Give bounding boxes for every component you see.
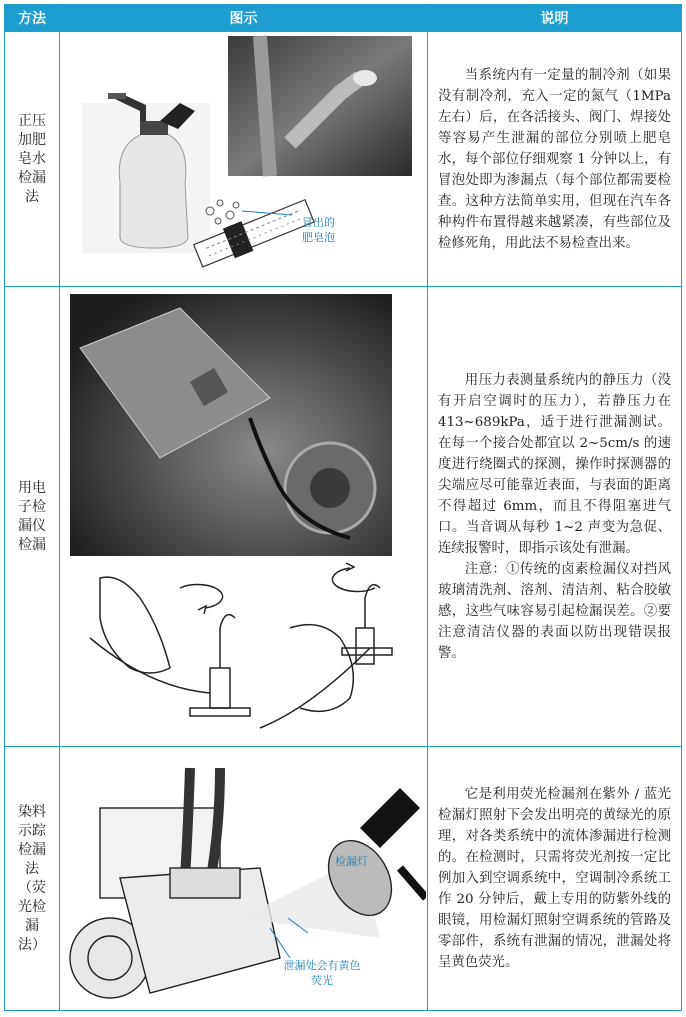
- bubbles-drawing: [192, 196, 315, 271]
- fluorescent-detection-figure: [60, 748, 426, 1010]
- header-figure: 图示: [60, 5, 428, 32]
- leak-detection-table: [4, 4, 682, 1011]
- description-text: 用压力表测量系统内的静压力（没有开启空调时的压力），若静压力在 413~689kPa，适于进行泄漏测试。在每一个接合处都宜以 2~5cm/s 的速度进行绕圈式的探测，操作时探测器的尖端应尽可能靠近表面，与表面的距离不得超过 6mm，而且不得阻塞进气口。当音调从每秒 1~2 声变为急促、连续报警时，即指示该处有泄漏。: [438, 372, 671, 556]
- method-label: 染料示踪检漏法（荧光检漏法）: [18, 803, 46, 953]
- description-text: 当系统内有一定量的制冷剂（如果没有制冷剂，充入一定的氮气（1MPa 左右）后，在各活接头、阀门、焊接处等容易产生泄漏的部位分别喷上肥皂水，每个部位仔细观察 1 分钟以上，有冒泡处即为渗漏点（每个部位都需要检查。这种方法简单实用，但现在汽车各种构件布置得越来越紧凑，有些部位及检修死角，用此法不易检查出来。: [438, 67, 671, 251]
- figure-cell: [60, 747, 428, 1011]
- header-description: 说明: [428, 5, 682, 32]
- table-header: [5, 5, 682, 32]
- description-cell: [428, 32, 682, 287]
- pipe-photo-image: [228, 36, 412, 176]
- figure-cell: [60, 32, 428, 287]
- method-cell: [5, 32, 60, 287]
- description-note: 注意：①传统的卤素检漏仪对挡风玻璃清洗剂、溶剂、清洁剂、粘合胶敏感，这些气味容易引起检漏误差。②要注意清洁仪器的表面以防出现错误报警。: [438, 561, 671, 661]
- compressor-drawing: [70, 768, 280, 998]
- spray-bottle-image: [82, 93, 210, 253]
- method-cell: [5, 747, 60, 1011]
- uv-lamp-drawing: [240, 788, 426, 938]
- hand-probe-drawing: [90, 563, 392, 728]
- engine-photo-image: [70, 294, 392, 556]
- electronic-detector-figure: [60, 288, 426, 746]
- description-cell: [428, 747, 682, 1011]
- table-row: [5, 32, 682, 287]
- description-text: 它是利用荧光检漏剂在紫外 / 蓝光检漏灯照射下会发出明亮的黄绿光的原理，对各类系统中的流体渗漏进行检测的。在检测时，只需将荧光剂按一定比例加入到空调系统中，空调制冷系统工作 20 分钟后，戴上专用的防紫外线的眼镜，用检漏灯照射空调系统的管路及零部件，系统有泄漏的情况，泄漏处将呈黄色荧光。: [438, 787, 671, 970]
- table-row: [5, 287, 682, 747]
- header-method: 方法: [5, 5, 60, 32]
- description-cell: [428, 287, 682, 747]
- leak-fluorescence-label: 泄漏处会有黄色荧光: [283, 958, 361, 987]
- table-row: [5, 747, 682, 1011]
- method-label: 用电子检漏仪检漏: [18, 479, 46, 553]
- method-label: 正压加肥皂水检漏法: [18, 112, 46, 205]
- soap-bubble-figure: [60, 33, 426, 286]
- figure-cell: [60, 287, 428, 747]
- method-cell: [5, 287, 60, 747]
- soap-bubble-label: 冒出的肥皂泡: [302, 215, 335, 244]
- uv-lamp-label: 检漏灯: [335, 854, 368, 868]
